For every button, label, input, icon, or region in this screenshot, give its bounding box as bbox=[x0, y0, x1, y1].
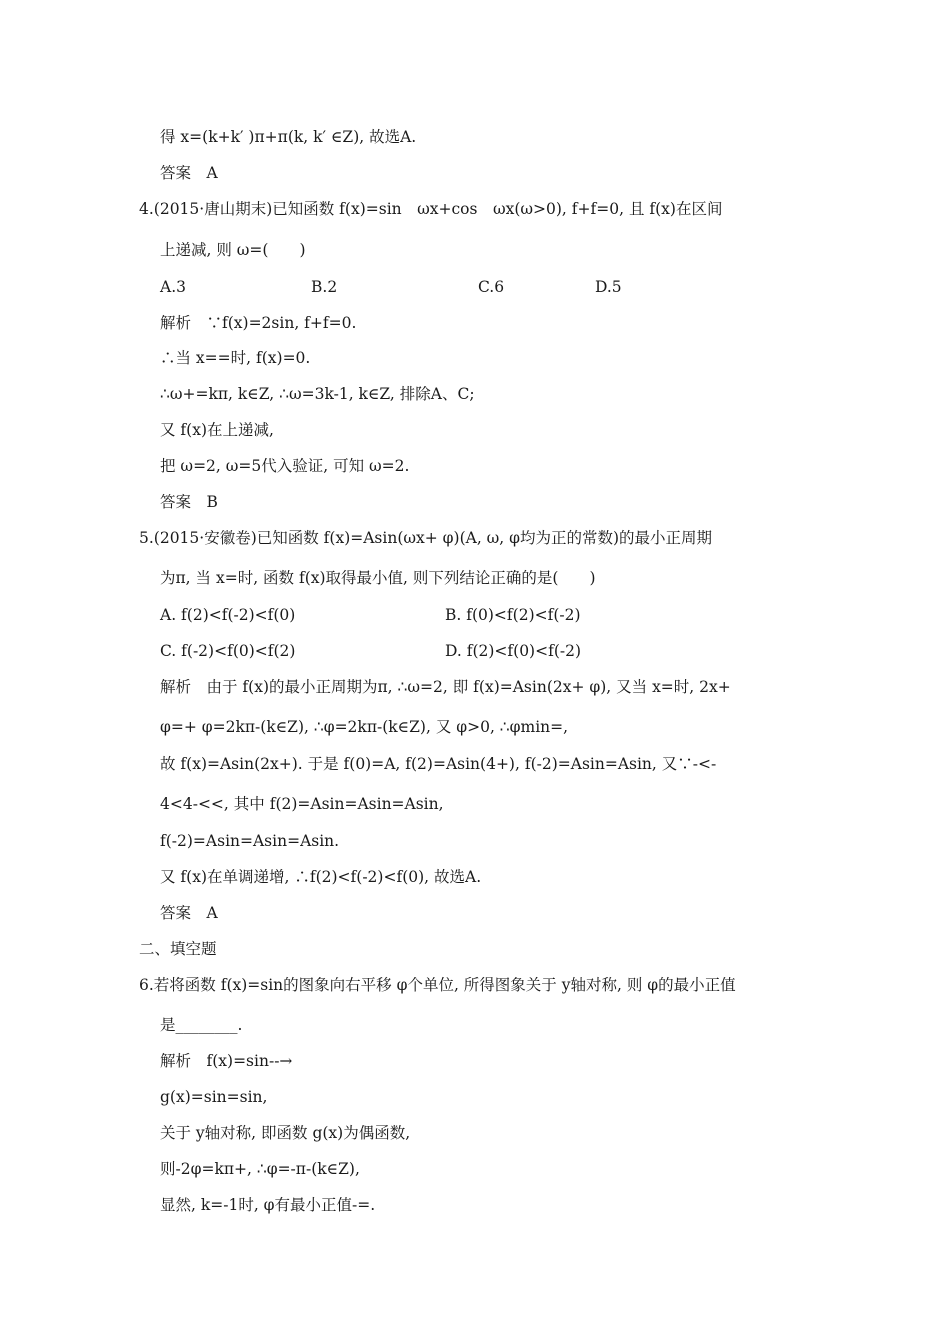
analysis-line: 故 f(x)=Asin(2x+). 于是 f(0)=A, f(2)=Asin(4+), f(-2)=Asin=Asin, 又∵-<- bbox=[160, 755, 717, 773]
analysis-line: ∴当 x==时, f(x)=0. bbox=[160, 349, 311, 367]
question-6-stem: 6.若将函数 f(x)=sin的图象向右平移 φ个单位, 所得图象关于 y轴对称, 则 φ的最小正值 bbox=[139, 976, 736, 994]
analysis-line: 又 f(x)在单调递增, ∴f(2)<f(-2)<f(0), 故选A. bbox=[160, 868, 482, 886]
analysis-line: 显然, k=-1时, φ有最小正值-=. bbox=[160, 1196, 376, 1214]
answer-line: 答案 B bbox=[160, 493, 218, 511]
q4-option-a: A.3 bbox=[160, 278, 186, 296]
analysis-line: 解析 f(x)=sin--→ bbox=[160, 1052, 293, 1070]
question-6-stem-cont: 是________. bbox=[160, 1016, 243, 1034]
analysis-line: ∴ω+=kπ, k∈Z, ∴ω=3k-1, k∈Z, 排除A、C; bbox=[160, 385, 475, 403]
analysis-line: 解析 ∵f(x)=2sin, f+f=0. bbox=[160, 314, 357, 332]
analysis-line: 关于 y轴对称, 即函数 g(x)为偶函数, bbox=[160, 1124, 411, 1142]
text-line: 得 x=(k+k′ )π+π(k, k′ ∈Z), 故选A. bbox=[160, 128, 417, 146]
question-5-stem-cont: 为π, 当 x=时, 函数 f(x)取得最小值, 则下列结论正确的是( ) bbox=[160, 569, 596, 587]
answer-line: 答案 A bbox=[160, 164, 218, 182]
question-4-stem-cont: 上递减, 则 ω=( ) bbox=[160, 241, 306, 259]
q4-option-b: B.2 bbox=[311, 278, 338, 296]
q5-option-b: B. f(0)<f(2)<f(-2) bbox=[445, 606, 581, 624]
analysis-line: φ=+ φ=2kπ-(k∈Z), ∴φ=2kπ-(k∈Z), 又 φ>0, ∴φmin=, bbox=[160, 718, 569, 736]
analysis-line: 则-2φ=kπ+, ∴φ=-π-(k∈Z), bbox=[160, 1160, 360, 1178]
answer-line: 答案 A bbox=[160, 904, 218, 922]
question-5-stem: 5.(2015·安徽卷)已知函数 f(x)=Asin(ωx+ φ)(A, ω, φ均为正的常数)的最小正周期 bbox=[139, 529, 713, 547]
analysis-line: g(x)=sin=sin, bbox=[160, 1088, 268, 1106]
analysis-line: 把 ω=2, ω=5代入验证, 可知 ω=2. bbox=[160, 457, 410, 475]
analysis-line: f(-2)=Asin=Asin=Asin. bbox=[160, 832, 340, 850]
q4-option-c: C.6 bbox=[478, 278, 505, 296]
q5-option-c: C. f(-2)<f(0)<f(2) bbox=[160, 642, 296, 660]
q5-option-a: A. f(2)<f(-2)<f(0) bbox=[160, 606, 296, 624]
question-4-stem: 4.(2015·唐山期末)已知函数 f(x)=sin ωx+cos ωx(ω>0), f+f=0, 且 f(x)在区间 bbox=[139, 200, 723, 218]
analysis-line: 解析 由于 f(x)的最小正周期为π, ∴ω=2, 即 f(x)=Asin(2x+ φ), 又当 x=时, 2x+ bbox=[160, 678, 731, 696]
analysis-line: 又 f(x)在上递减, bbox=[160, 421, 274, 439]
q4-option-d: D.5 bbox=[595, 278, 622, 296]
analysis-line: 4<4-<<, 其中 f(2)=Asin=Asin=Asin, bbox=[160, 795, 444, 813]
q5-option-d: D. f(2)<f(0)<f(-2) bbox=[445, 642, 582, 660]
section-heading: 二、填空题 bbox=[139, 940, 217, 958]
